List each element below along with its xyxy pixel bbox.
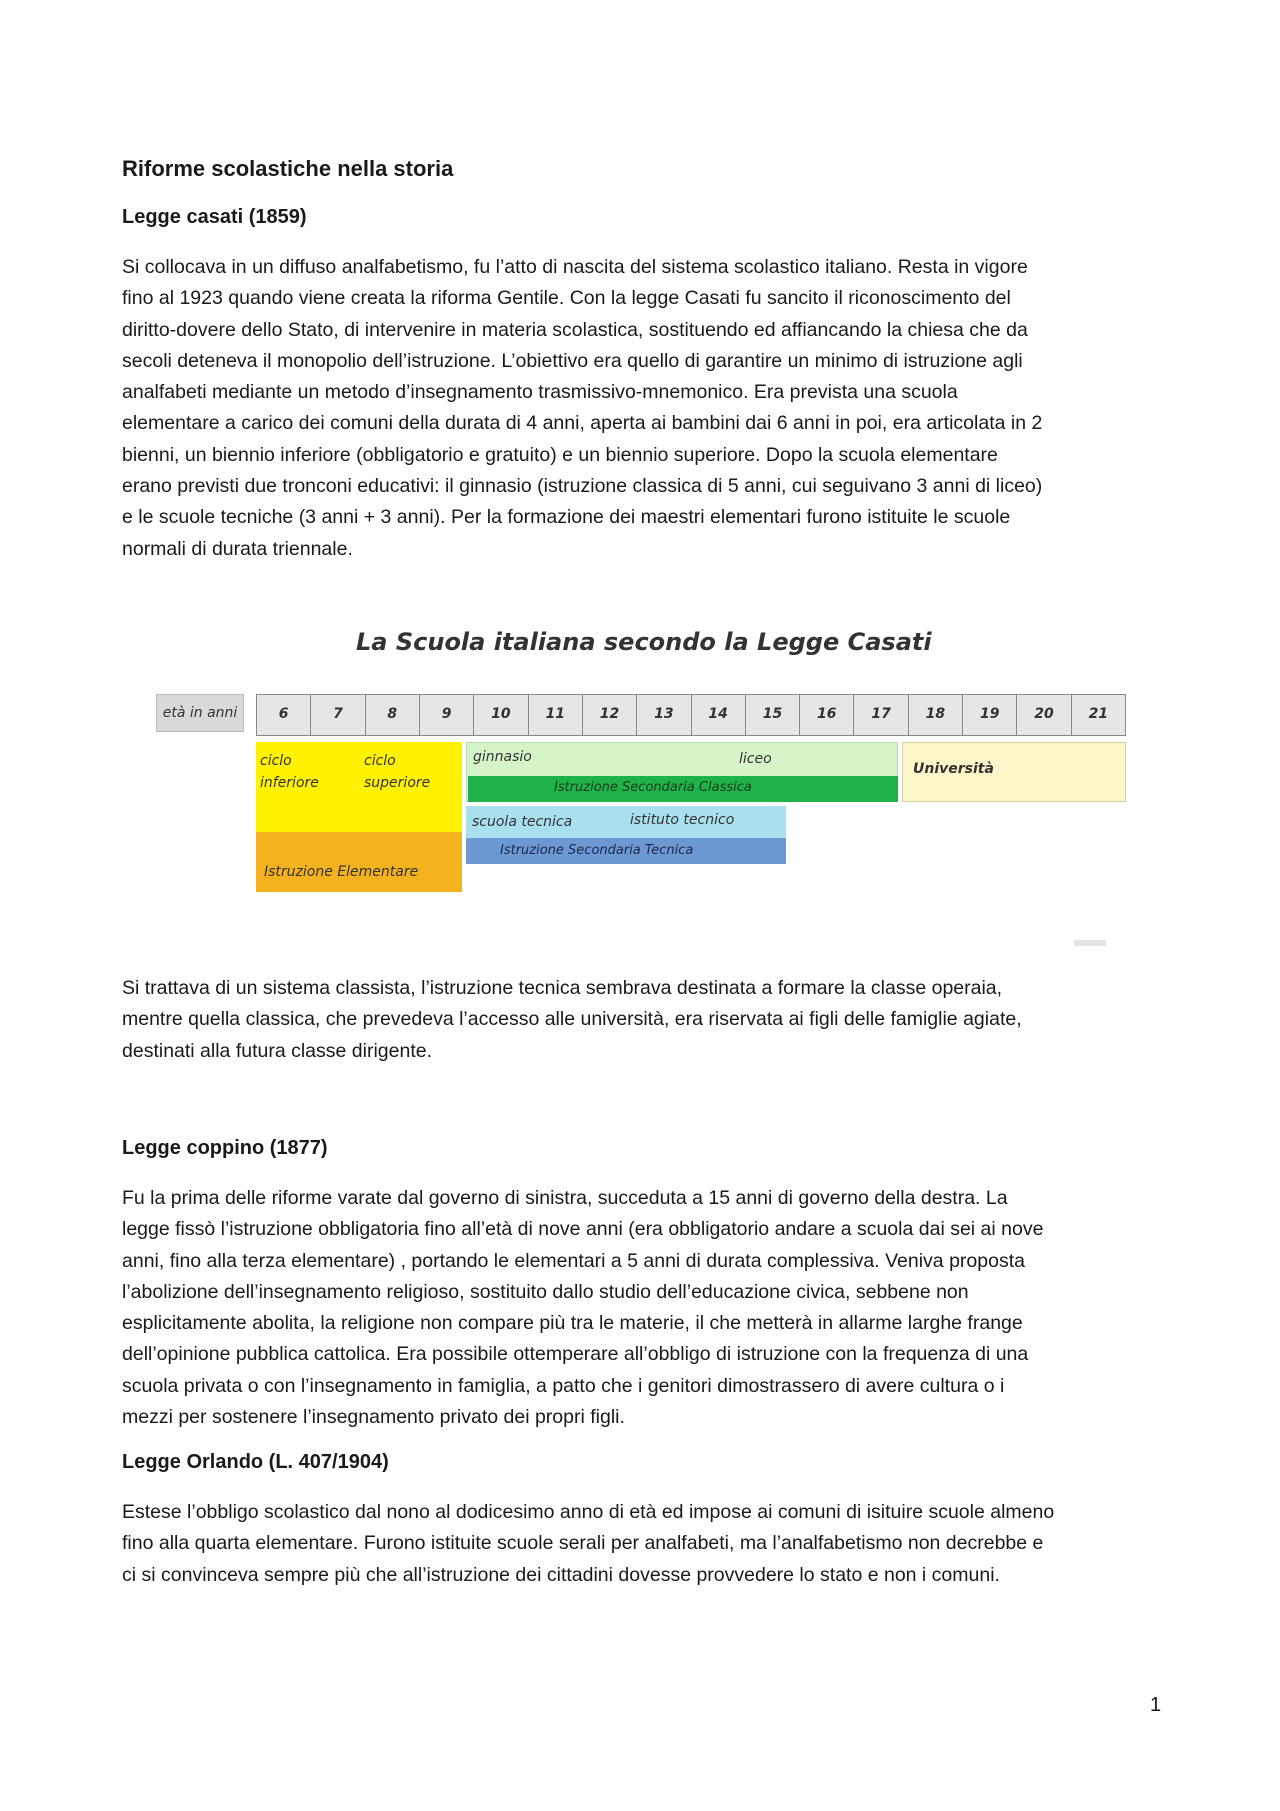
- text-line: analfabeti mediante un metodo d’insegnamento trasmissivo-mnemonico. Era prevista una scuola: [122, 381, 958, 404]
- section-heading-coppino: Legge coppino (1877): [122, 1137, 328, 1159]
- block-istruzione-tecnica: [466, 838, 786, 864]
- text-line: Estese l’obbligo scolastico dal nono al dodicesimo anno di età ed impose ai comuni di isituire scuole almeno: [122, 1501, 1055, 1523]
- age-cell: 20: [1017, 695, 1071, 735]
- text-line: Si collocava in un diffuso analfabetismo, fu l’atto di nascita del sistema scolastico italiano. Resta in vigore: [122, 256, 1028, 278]
- text-line: fino alla quarta elementare. Furono istituite scuole serali per analfabeti, ma l’analfabetismo non decrebbe e: [122, 1532, 1044, 1555]
- text-line: elementare a carico dei comuni della durata di 4 anni, aperta ai bambini dai 6 anni in poi, era articolata in 2: [122, 412, 1043, 435]
- text-line: scuola privata o con l’insegnamento in famiglia, a patto che i genitori dimostrassero di avere cultura o i: [122, 1374, 1005, 1397]
- watermark-mark: [1074, 940, 1106, 946]
- block-label: Istruzione Elementare: [264, 864, 419, 880]
- block-label-istituto-tecnico: istituto tecnico: [630, 812, 735, 828]
- age-cell: 18: [909, 695, 963, 735]
- text-line: Fu la prima delle riforme varate dal governo di sinistra, succeduta a 15 anni di governo della destra. La: [122, 1187, 1008, 1209]
- text-line: mezzi per sostenere l’insegnamento privato dei propri figli.: [122, 1406, 625, 1429]
- text-line: fino al 1923 quando viene creata la riforma Gentile. Con la legge Casati fu sancito il riconoscimento del: [122, 287, 1011, 310]
- age-cell: 21: [1088, 706, 1109, 722]
- age-cell: 10: [474, 695, 528, 735]
- block-ciclo-inferiore: [256, 742, 360, 832]
- age-cell: 13: [637, 695, 691, 735]
- age-cell: 16: [800, 695, 854, 735]
- block-label-liceo: liceo: [739, 751, 772, 767]
- age-cell: 6: [257, 695, 311, 735]
- page-title: Riforme scolastiche nella storia: [122, 156, 454, 181]
- text-line: erano previsti due tronconi educativi: il ginnasio (istruzione classica di 5 anni, cui seguivano 3 anni di liceo): [122, 475, 1043, 498]
- block-label-scuola-tecnica: scuola tecnica: [472, 814, 573, 830]
- text-line: l’abolizione dell’insegnamento religioso, sostituito dallo studio dell’educazione civica, sebbene non: [122, 1280, 969, 1303]
- block-universita: [902, 742, 1126, 802]
- block-label: Istruzione Secondaria Classica: [554, 780, 752, 795]
- text-line: diritto-dovere dello Stato, di intervenire in materia scolastica, sostituendo ed affiancando la chiesa che da: [122, 318, 1028, 341]
- age-cell: 15: [746, 695, 800, 735]
- block-label: ciclo superiore: [364, 753, 431, 791]
- age-cell: 19: [963, 695, 1017, 735]
- text-line: normali di durata triennale.: [122, 537, 353, 560]
- text-line: destinati alla futura classe dirigente.: [122, 1039, 433, 1062]
- age-cell: 17: [854, 695, 908, 735]
- text-line: secoli deteneva il monopolio dell’istruzione. L’obiettivo era quello di garantire un minimo di istruzione agli: [122, 349, 1023, 372]
- casati-school-diagram: [156, 616, 1136, 946]
- text-line: anni, fino alla terza elementare) , portando le elementari a 5 anni di durata complessiva. Veniva proposta: [122, 1249, 1025, 1272]
- block-istruzione-classica: [468, 776, 898, 802]
- age-row: [256, 694, 1126, 736]
- text-line: bienni, un biennio inferiore (obbligatorio e gratuito) e un biennio superiore. Dopo la scuola elementare: [122, 443, 998, 466]
- age-cell: 14: [692, 695, 746, 735]
- age-cell: 8: [366, 695, 420, 735]
- block-label: Università: [913, 761, 994, 777]
- paragraph-casati-after: [122, 973, 1172, 1067]
- paragraph-coppino: [122, 1183, 1172, 1433]
- block-label: ciclo inferiore: [260, 753, 319, 791]
- section-heading-orlando: Legge Orlando (L. 407/1904): [122, 1451, 389, 1473]
- section-heading-casati: Legge casati (1859): [122, 206, 307, 228]
- text-line: ci si convinceva sempre più che all’istruzione dei cittadini dovesse provvedere lo stato e non i comuni.: [122, 1563, 1000, 1586]
- age-cell: 11: [529, 695, 583, 735]
- text-line: esplicitamente abolita, la religione non compare più tra le materie, il che metterà in allarme larghe frange: [122, 1312, 1023, 1335]
- age-label: età in anni: [156, 694, 244, 732]
- age-cell: 12: [583, 695, 637, 735]
- text-line: Si trattava di un sistema classista, l’istruzione tecnica sembrava destinata a formare la classe operaia,: [122, 977, 1003, 999]
- age-cell: 9: [420, 695, 474, 735]
- age-cell: 7: [311, 695, 365, 735]
- diagram-title: La Scuola italiana secondo la Legge Casati: [356, 628, 932, 656]
- text-line: legge fissò l’istruzione obbligatoria fino all’età di nove anni (era obbligatorio andare a scuola dai sei ai nove: [122, 1218, 1044, 1241]
- text-line: dell’opinione pubblica cattolica. Era possibile ottemperare all’obbligo di istruzione con la frequenza di una: [122, 1343, 1029, 1366]
- text-line: e le scuole tecniche (3 anni + 3 anni). Per la formazione dei maestri elementari furono istituite le scuole: [122, 506, 1011, 529]
- block-label: Istruzione Secondaria Tecnica: [500, 843, 694, 858]
- paragraph-casati: [122, 252, 1172, 565]
- text-line: mentre quella classica, che prevedeva l’accesso alle università, era riservata ai figli delle famiglie agiate,: [122, 1008, 1022, 1031]
- page-number: 1: [1150, 1694, 1162, 1716]
- paragraph-orlando: [122, 1497, 1172, 1591]
- block-label-ginnasio: ginnasio: [473, 749, 532, 765]
- block-ciclo-superiore: [360, 742, 462, 832]
